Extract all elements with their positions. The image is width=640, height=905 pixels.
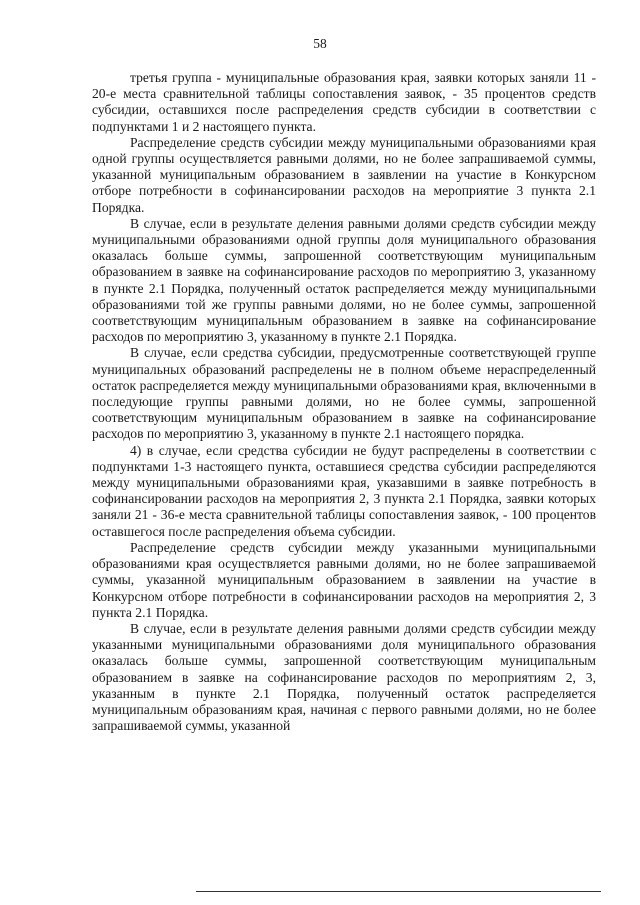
page-number: 58 [313, 36, 327, 51]
paragraph-remainder-within-group: В случае, если в результате деления равными долями средств субсидии между муниципальными образованиями одной группы доля муниципального образования оказалась больше суммы, запрошенной соответствующим муниципальным образованием в заявке на софинансирование расходов по мероприятию 3, указанному в пункте 2.1 Порядка, полученный остаток распределяется между муниципальными образованиями той же группы равными долями, но не более суммы, запрошенной соответствующим муниципальным образованием в заявке на софинансирование расходов по мероприятию 3, указанному в пункте 2.1 Порядка. [92, 215, 596, 345]
paragraph-distribution-within-group: Распределение средств субсидии между муниципальными образованиями края одной группы осуществляется равными долями, но не более запрашиваемой суммы, указанной муниципальным образованием в заявлении на участие в Конкурсном отборе потребности в софинансировании расходов на мероприятие 3 пункта 2.1 Порядка. [92, 134, 596, 215]
paragraph-third-group: третья группа - муниципальные образования края, заявки которых заняли 11 - 20-е места сравнительной таблицы сопоставления заявок, - 35 процентов средств субсидии, оставшихся после распределения средств субсидии в соответствии с подпунктами 1 и 2 настоящего пункта. [92, 70, 596, 134]
paragraph-distribution-specified: Распределение средств субсидии между указанными муниципальными образованиями края осуществляется равными долями, но не более запрашиваемой суммы, указанной муниципальным образованием в заявлении на участие в Конкурсном отборе потребности в софинансировании расходов на мероприятия 2, 3 пункта 2.1 Порядка. [92, 539, 596, 620]
bottom-rule [196, 891, 601, 892]
paragraph-remainder-specified: В случае, если в результате деления равными долями средств субсидии между указанными муниципальными образованиями доля муниципального образования оказалась больше суммы, запрошенной соответствующим муниципальным образованием в заявке на софинансирование расходов по мероприятиям 2, 3, указанным в пункте 2.1 Порядка, полученный остаток распределяется муниципальным образованиям края, начиная с первого равными долями, но не более запрашиваемой суммы, указанной [92, 620, 596, 734]
paragraph-remainder-next-groups: В случае, если средства субсидии, предусмотренные соответствующей группе муниципальных образований распределены не в полном объеме нераспределенный остаток распределяется между муниципальными образованиями края, включенными в последующие группы равными долями, но не более суммы, запрошенной соответствующим муниципальным образованием в заявке на софинансирование расходов по мероприятию 3, указанному в пункте 2.1 настоящего порядка. [92, 345, 596, 442]
document-body [92, 70, 596, 734]
paragraph-subpoint-4: 4) в случае, если средства субсидии не будут распределены в соответствии с подпунктами 1-3 настоящего пункта, оставшиеся средства субсидии распределяются между муниципальными образованиями края, указавшими в заявке потребность в софинансировании расходов на мероприятия 2, 3 пункта 2.1 Порядка, заявки которых заняли 21 - 36-е места сравнительной таблицы сопоставления заявок, - 100 процентов оставшегося после распределения объема субсидии. [92, 442, 596, 539]
